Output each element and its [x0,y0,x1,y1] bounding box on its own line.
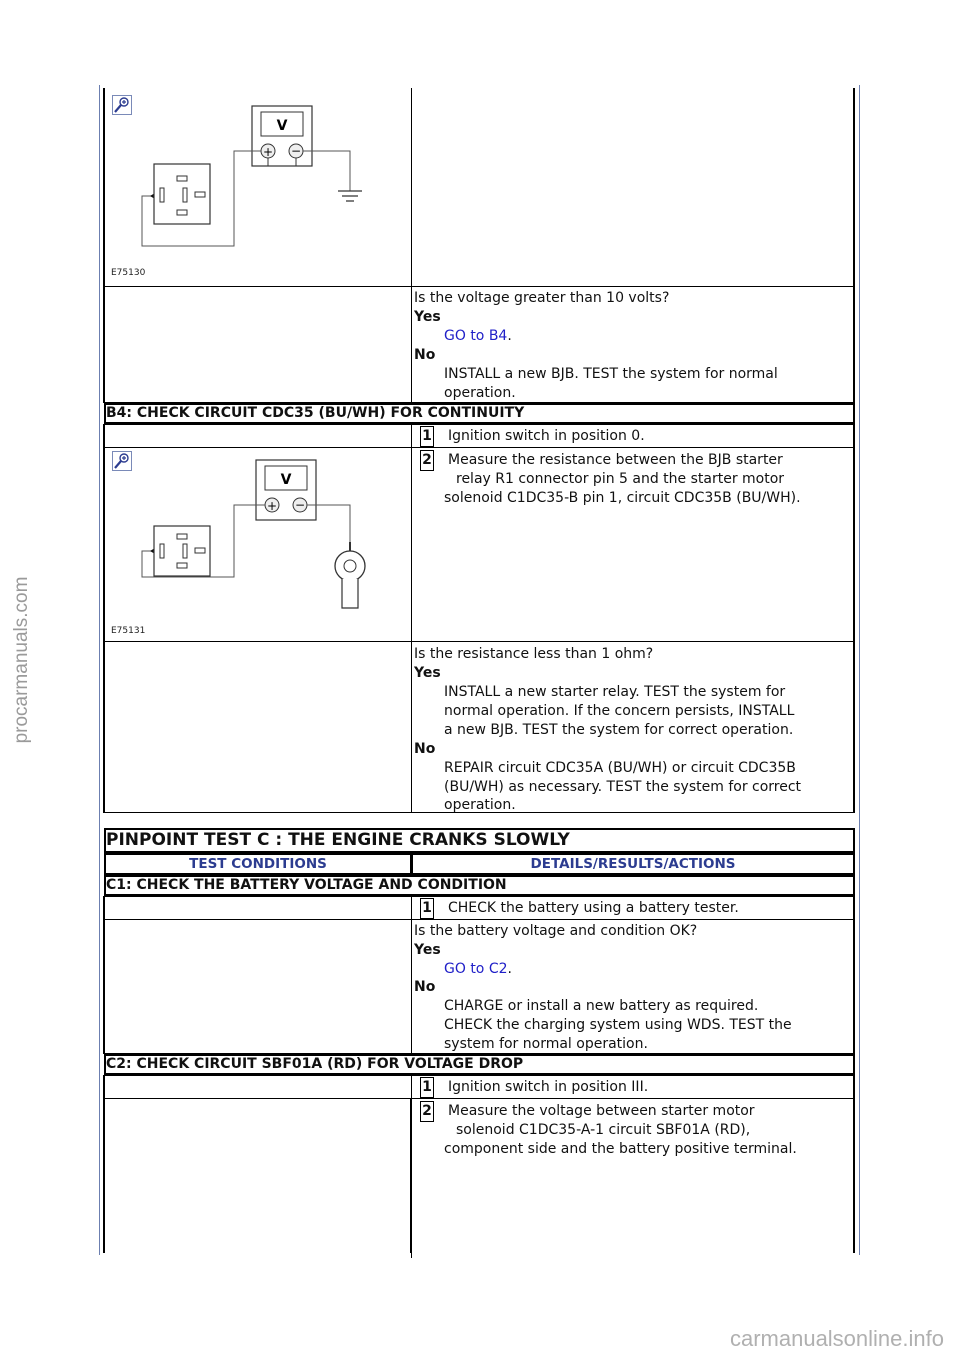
column-header-details: DETAILS/RESULTS/ACTIONS [530,856,736,872]
period: . [507,961,512,977]
question-text: Is the battery voltage and condition OK? [414,923,698,939]
step-text-line: relay R1 connector pin 5 and the starter motor [456,471,785,487]
table-left-edge [103,424,105,448]
no-action-line: operation. [444,797,516,813]
step-text-line: solenoid C1DC35-B pin 1, circuit CDC35B (BU/WH). [444,490,801,506]
empty-conditions-cell [104,896,412,920]
svg-text:+: + [266,499,278,513]
table-right-edge [853,896,855,920]
yes-label: Yes [414,665,441,681]
side-watermark: procarmanuals.com [11,576,32,744]
table-left-edge [103,447,105,642]
svg-text:V: V [280,472,292,488]
empty-conditions-cell [104,424,412,448]
step-title-c2: C2: CHECK CIRCUIT SBF01A (RD) FOR VOLTAGE DROP [106,1056,524,1072]
no-action-line: system for normal operation. [444,1036,648,1052]
svg-text:V: V [276,118,288,134]
no-action-line: (BU/WH) as necessary. TEST the system for correct [444,779,802,795]
empty-conditions-cell [104,641,412,813]
table-left-edge [103,919,105,1054]
yes-action [444,327,512,346]
step-text-line: solenoid C1DC35-A-1 circuit SBF01A (RD), [456,1122,751,1138]
pinpoint-test-title: PINPOINT TEST C : THE ENGINE CRANKS SLOWLY [106,830,570,850]
table-left-edge [103,88,105,287]
no-label: No [414,741,436,757]
table-right-edge [853,424,855,448]
left-margin-rule [99,85,100,1255]
step-text: CHECK the battery using a battery tester. [448,900,739,916]
column-header-test-conditions: TEST CONDITIONS [189,856,327,872]
empty-conditions-cell [104,1075,412,1099]
empty-conditions-cell [104,919,412,1054]
empty-conditions-cell [104,286,412,403]
yes-label: Yes [414,309,441,325]
table-right-edge [853,1075,855,1099]
table-left-edge [103,286,105,403]
yes-action-line: normal operation. If the concern persists, INSTALL [444,703,795,719]
step-number: 2 [420,1101,434,1122]
question-text: Is the voltage greater than 10 volts? [414,290,670,306]
figure-row-details-cell [411,88,855,287]
svg-text:−: − [290,144,302,158]
step-text-line: Measure the resistance between the BJB starter [448,452,783,468]
svg-text:+: + [262,145,274,159]
no-action-line: CHECK the charging system using WDS. TEST the [444,1017,792,1033]
go-to-c2-link[interactable]: GO to C2 [444,961,508,977]
no-action-line: operation. [444,385,516,401]
period: . [507,328,512,344]
empty-conditions-cell [104,1098,412,1258]
no-action-line: REPAIR circuit CDC35A (BU/WH) or circuit CDC35B [444,760,796,776]
no-action-line: CHARGE or install a new battery as required. [444,998,759,1014]
step-title-c1: C1: CHECK THE BATTERY VOLTAGE AND CONDITION [106,877,507,893]
circuit-diagram-resistance [110,456,400,626]
table-right-edge [853,919,855,1054]
step-number: 2 [420,450,434,471]
circuit-diagram-voltage [110,100,400,285]
yes-label: Yes [414,942,441,958]
figure-label-e75130: E75130 [111,268,146,278]
yes-action-line: a new BJB. TEST the system for correct operation. [444,722,794,738]
step-title-b4: B4: CHECK CIRCUIT CDC35 (BU/WH) FOR CONTINUITY [106,405,525,421]
step-text-line: component side and the battery positive terminal. [444,1141,797,1157]
question-text: Is the resistance less than 1 ohm? [414,646,654,662]
no-label: No [414,979,436,995]
table-right-edge [853,641,855,813]
step-text: Ignition switch in position 0. [448,428,645,444]
table-left-edge [103,641,105,813]
table-right-edge [853,88,855,287]
yes-action-line: INSTALL a new starter relay. TEST the system for [444,684,786,700]
step-number: 1 [420,426,434,447]
table-left-edge [103,896,105,920]
right-margin-rule [859,85,860,1255]
step-text: Ignition switch in position III. [448,1079,649,1095]
go-to-b4-link[interactable]: GO to B4 [444,328,508,344]
no-action-line: INSTALL a new BJB. TEST the system for normal [444,366,778,382]
table-column-divider [410,1098,412,1253]
table-left-edge [103,1098,105,1253]
table-right-edge [853,447,855,642]
svg-text:−: − [294,498,306,512]
figure-label-e75131: E75131 [111,626,146,636]
step-text-line: Measure the voltage between starter motor [448,1103,755,1119]
step-number: 1 [420,1077,434,1098]
step-number: 1 [420,898,434,919]
table-left-edge [103,1075,105,1099]
footer-watermark: carmanualsonline.info [729,1326,944,1351]
yes-action [444,960,512,979]
table-right-edge [853,1098,855,1253]
table-right-edge [853,286,855,403]
no-label: No [414,347,436,363]
